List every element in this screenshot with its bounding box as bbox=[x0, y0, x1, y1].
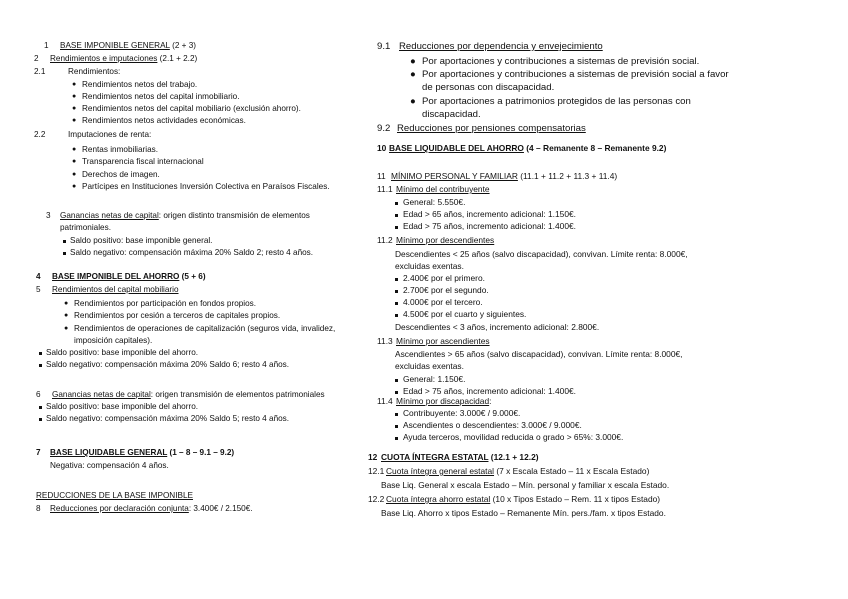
square-bullet-icon bbox=[395, 391, 398, 394]
section-11-3-text: Ascendientes > 65 años (salvo discapacidad), convivan. Límite renta: 8.000€, bbox=[395, 349, 683, 359]
list-item: Saldo negativo: compensación máxima 20% Saldo 5; resto 4 años. bbox=[46, 414, 290, 423]
list-item: General: 1.150€. bbox=[403, 374, 466, 384]
section-11-1-number: 11.1 bbox=[377, 184, 393, 194]
list-item: Por aportaciones y contribuciones a sistemas de previsión social a favor bbox=[422, 69, 729, 80]
bullet-icon: ● bbox=[64, 300, 69, 307]
list-item: Rendimientos por participación en fondos propios. bbox=[74, 299, 257, 308]
list-item: 2.400€ por el primero. bbox=[403, 273, 485, 283]
section-10-heading: BASE LIQUIDABLE DEL AHORRO (4 – Remanente 8 – Remanente 9.2) bbox=[389, 143, 667, 153]
section-7-note: Negativa: compensación 4 años. bbox=[50, 461, 169, 470]
section-2-2-heading: Imputaciones de renta: bbox=[68, 130, 152, 139]
list-item: Rentas inmobiliarias. bbox=[82, 145, 158, 154]
section-8-number: 8 bbox=[36, 504, 41, 513]
square-bullet-icon bbox=[395, 314, 398, 317]
bullet-icon: ● bbox=[72, 117, 77, 124]
square-bullet-icon bbox=[395, 202, 398, 205]
bullet-icon: ● bbox=[410, 56, 416, 67]
bullet-icon: ● bbox=[72, 105, 77, 112]
list-item: Rendimientos netos del capital mobiliario (exclusión ahorro). bbox=[82, 104, 301, 113]
square-bullet-icon bbox=[63, 252, 66, 255]
section-11-2-text: Descendientes < 3 años, incremento adicional: 2.800€. bbox=[395, 322, 600, 332]
list-item: Saldo positivo: base imponible del ahorro. bbox=[46, 402, 199, 411]
section-9-1-number: 9.1 bbox=[377, 41, 391, 52]
list-item: Por aportaciones a patrimonios protegidos de las personas con bbox=[422, 96, 691, 107]
section-6-number: 6 bbox=[36, 390, 41, 399]
square-bullet-icon bbox=[395, 214, 398, 217]
bullet-icon: ● bbox=[410, 69, 416, 80]
section-2-2-number: 2.2 bbox=[34, 130, 46, 139]
square-bullet-icon bbox=[39, 364, 42, 367]
section-3-text: patrimoniales. bbox=[60, 223, 111, 232]
section-5-number: 5 bbox=[36, 285, 41, 294]
list-item: 2.700€ por el segundo. bbox=[403, 285, 489, 295]
section-12-2-number: 12.2 bbox=[368, 494, 385, 504]
section-5-heading: Rendimientos del capital mobiliario bbox=[52, 285, 179, 294]
section-12-2-heading: Cuota íntegra ahorro estatal (10 x Tipos Estado – Rem. 11 x tipos Estado) bbox=[386, 494, 661, 504]
section-2-1-heading: Rendimientos: bbox=[68, 67, 121, 76]
list-item: Derechos de imagen. bbox=[82, 170, 160, 179]
list-item: Rendimientos netos actividades económicas. bbox=[82, 116, 246, 125]
list-item: Saldo positivo: base imponible general. bbox=[70, 236, 213, 245]
section-11-1-heading: Mínimo del contribuyente bbox=[396, 184, 490, 194]
list-item: Rendimientos de operaciones de capitalización (seguros vida, invalidez, bbox=[74, 324, 336, 333]
list-item: Rendimientos netos del capital inmobiliario. bbox=[82, 92, 240, 101]
section-7-heading: BASE LIQUIDABLE GENERAL (1 – 8 – 9.1 – 9.2) bbox=[50, 448, 235, 457]
list-item: Rendimientos netos del trabajo. bbox=[82, 80, 198, 89]
list-item: Por aportaciones y contribuciones a sistemas de previsión social. bbox=[422, 56, 700, 67]
section-2-1-number: 2.1 bbox=[34, 67, 46, 76]
list-item: Transparencia fiscal internacional bbox=[82, 157, 204, 166]
list-item: Partícipes en Instituciones Inversión Colectiva en Paraísos Fiscales. bbox=[82, 182, 330, 191]
square-bullet-icon bbox=[39, 418, 42, 421]
square-bullet-icon bbox=[39, 406, 42, 409]
reductions-heading: REDUCCIONES DE LA BASE IMPONIBLE bbox=[36, 491, 193, 500]
section-2-number: 2 bbox=[34, 54, 39, 63]
square-bullet-icon bbox=[395, 425, 398, 428]
bullet-icon: ● bbox=[72, 183, 77, 190]
list-item: Contribuyente: 3.000€ / 9.000€. bbox=[403, 408, 521, 418]
bullet-icon: ● bbox=[72, 81, 77, 88]
square-bullet-icon bbox=[39, 352, 42, 355]
section-12-2-text: Base Liq. Ahorro x tipos Estado – Remanente Mín. pers./fam. x tipos Estado. bbox=[381, 508, 666, 518]
section-12-1-heading: Cuota íntegra general estatal (7 x Escala Estado – 11 x Escala Estado) bbox=[386, 466, 650, 476]
section-9-2-number: 9.2 bbox=[377, 123, 391, 134]
list-item: Edad > 75 años, incremento adicional: 1.400€. bbox=[403, 386, 576, 396]
square-bullet-icon bbox=[63, 240, 66, 243]
section-11-number: 11 bbox=[377, 171, 386, 181]
section-11-2-heading: Mínimo por descendientes bbox=[396, 235, 495, 245]
section-2-heading: Rendimientos e imputaciones (2.1 + 2.2) bbox=[50, 54, 198, 63]
section-3-heading: Ganancias netas de capital: origen distinto transmisión de elementos bbox=[60, 211, 310, 220]
square-bullet-icon bbox=[395, 302, 398, 305]
section-7-number: 7 bbox=[36, 448, 41, 457]
section-3-number: 3 bbox=[46, 211, 51, 220]
square-bullet-icon bbox=[395, 278, 398, 281]
section-11-2-text: excluidas exentas. bbox=[395, 261, 464, 271]
section-11-4-number: 11.4 bbox=[377, 396, 393, 406]
section-11-3-text: excluidas exentas. bbox=[395, 361, 464, 371]
section-12-1-text: Base Liq. General x escala Estado – Mín. personal y familiar x escala Estado. bbox=[381, 480, 670, 490]
square-bullet-icon bbox=[395, 379, 398, 382]
section-11-3-number: 11.3 bbox=[377, 336, 393, 346]
section-1-number: 1 bbox=[44, 41, 49, 50]
list-item: Saldo positivo: base imponible del ahorro. bbox=[46, 348, 199, 357]
section-12-heading: CUOTA ÍNTEGRA ESTATAL (12.1 + 12.2) bbox=[381, 452, 539, 462]
list-item: Edad > 75 años, incremento adicional: 1.400€. bbox=[403, 221, 576, 231]
list-item: Saldo negativo: compensación máxima 20% Saldo 6; resto 4 años. bbox=[46, 360, 290, 369]
section-1-heading: BASE IMPONIBLE GENERAL (2 + 3) bbox=[60, 41, 196, 50]
square-bullet-icon bbox=[395, 290, 398, 293]
bullet-icon: ● bbox=[72, 146, 77, 153]
list-item: General: 5.550€. bbox=[403, 197, 466, 207]
section-9-2-heading: Reducciones por pensiones compensatorias bbox=[397, 123, 586, 134]
list-item: 4.000€ por el tercero. bbox=[403, 297, 483, 307]
square-bullet-icon bbox=[395, 226, 398, 229]
section-11-heading: MÍNIMO PERSONAL Y FAMILIAR (11.1 + 11.2 + 11.3 + 11.4) bbox=[391, 171, 618, 181]
list-item: Ascendientes o descendientes: 3.000€ / 9.000€. bbox=[403, 420, 582, 430]
section-11-3-heading: Mínimo por ascendientes bbox=[396, 336, 490, 346]
list-item: Rendimientos por cesión a terceros de capitales propios. bbox=[74, 311, 281, 320]
section-8-heading: Reducciones por declaración conjunta: 3.400€ / 2.150€. bbox=[50, 504, 253, 513]
bullet-icon: ● bbox=[410, 96, 416, 107]
bullet-icon: ● bbox=[72, 158, 77, 165]
section-10-number: 10 bbox=[377, 143, 387, 153]
square-bullet-icon bbox=[395, 437, 398, 440]
section-9-1-heading: Reducciones por dependencia y envejecimiento bbox=[399, 41, 603, 52]
list-item: 4.500€ por el cuarto y siguientes. bbox=[403, 309, 527, 319]
section-4-number: 4 bbox=[36, 272, 41, 281]
section-6-heading: Ganancias netas de capital: origen transmisión de elementos patrimoniales bbox=[52, 390, 325, 399]
section-4-heading: BASE IMPONIBLE DEL AHORRO (5 + 6) bbox=[52, 272, 206, 281]
section-12-number: 12 bbox=[368, 452, 378, 462]
list-item: Saldo negativo: compensación máxima 20% Saldo 2; resto 4 años. bbox=[70, 248, 314, 257]
square-bullet-icon bbox=[395, 413, 398, 416]
section-11-4-heading: Mínimo por discapacidad: bbox=[396, 396, 492, 406]
list-item: Edad > 65 años, incremento adicional: 1.150€. bbox=[403, 209, 576, 219]
list-item: Ayuda terceros, movilidad reducida o grado > 65%: 3.000€. bbox=[403, 432, 624, 442]
section-12-1-number: 12.1 bbox=[368, 466, 385, 476]
bullet-icon: ● bbox=[72, 171, 77, 178]
list-item-continued: de personas con discapacidad. bbox=[422, 82, 555, 93]
bullet-icon: ● bbox=[72, 93, 77, 100]
section-11-2-number: 11.2 bbox=[377, 235, 393, 245]
bullet-icon: ● bbox=[64, 312, 69, 319]
list-item-continued: imposición capitales). bbox=[74, 336, 153, 345]
list-item-continued: discapacidad. bbox=[422, 109, 481, 120]
section-11-2-text: Descendientes < 25 años (salvo discapacidad), convivan. Límite renta: 8.000€, bbox=[395, 249, 688, 259]
bullet-icon: ● bbox=[64, 325, 69, 332]
